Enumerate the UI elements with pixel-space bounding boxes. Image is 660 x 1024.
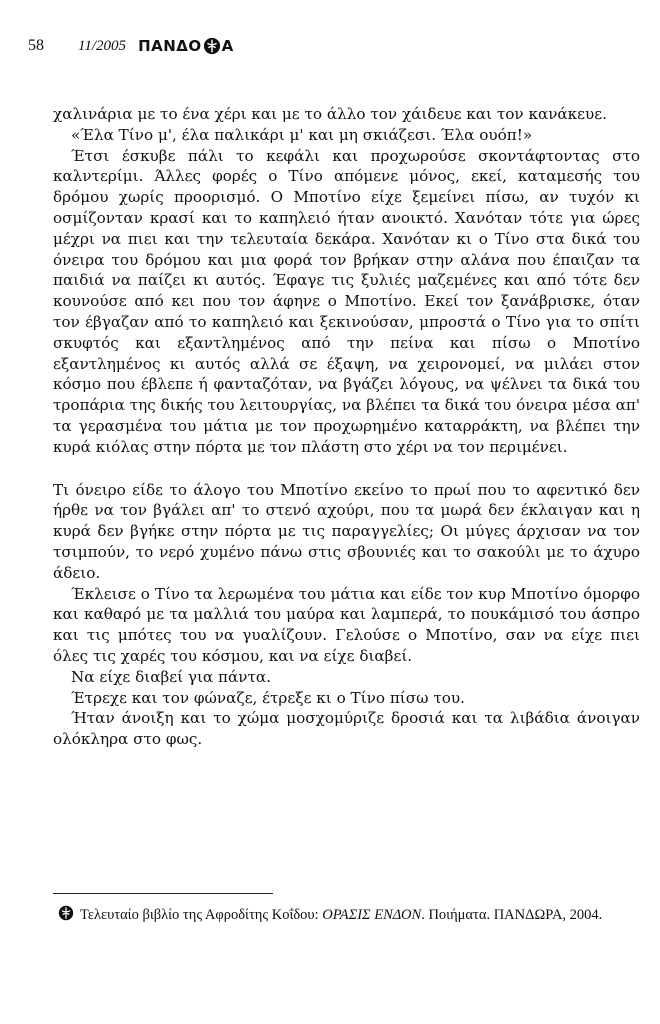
paragraph: «Έλα Τίνο μ', έλα παλικάρι μ' και μη σκιάζεσι. Έλα ουόπ!» [71,125,533,144]
paragraph: Έκλεισε ο Τίνο τα λερωμένα του μάτια και είδε τον κυρ Μποτίνο όμορφο και καθαρό με τα μαλλιά του μαύρα και λαμπερά, το πουκάμισό του άσπρο και τις μπότες του να γυαλίζουν. Γελούσε ο Μποτίνο, σαν να είχε πιει όλες τις χαρές του κόσμου, και να είχε διαβεί. [53,584,640,665]
footnote-book-title: ΟΡΑΣΙΣ ΕΝΔΟΝ [322,907,422,923]
paragraph: Να είχε διαβεί για πάντα. [71,667,271,686]
paragraph: Έτσι έσκυβε πάλι το κεφάλι και προχωρούσε σκοντάφτοντας στο καλντερίμι. Άλλες φορές ο Τίνο απόμενε μόνος, εκεί, καταμεσής του δρόμου χωρίς προορισμό. Ο Μποτίνο είχε ξεμείνει πίσω, αν τυχόν κι οσμίζονταν κρασί και το καπηλειό ήταν ανοικτό. Χανόταν τότε για ώρες μέχρι να πιει και την τελευταία δεκάρα. Χανόταν κι ο Τίνο στα δικά του όνειρα του δρόμου και μια φορά τον βρήκαν στην αλάνα που έπαιζαν τα παιδιά να παίζει κι αυτός. Έφαγε τις ξυλιές μαζεμένες και από τότε δεν κουνούσε από κει που τον άφηνε ο Μποτίνο. Εκεί τον ξανάβρισκε, όταν τον έβγαζαν από το καπηλειό και ξεκινούσαν, μπροστά ο Τίνο για το σπίτι σκυφτός και εξαντλημένος από την πείνα και πίσω ο Μποτίνο εξαντλημένος κι αυτός αλλά σε έξαψη, να χειρονομεί, να μιλάει στον κόσμο που έβλεπε ή φανταζόταν, να βγάζει λόγους, να ψέλνει τα δικά του τροπάρια της δικής του λειτουργίας, να βλέπει τα δικά του όνειρα μέσα απ' τα γερασμένα του μάτια με τον προχωρημένο καταρράκτη, να βλέπει την κυρά κιόλας στην πόρτα με τον πλάστη στο χέρι να τον περιμένει. [53,146,640,456]
pandora-logo-icon [203,37,221,55]
issue-number: 11/2005 [78,37,127,54]
running-header [28,32,234,60]
footnote-text-after: . Ποιήματα. ΠΑΝΔΩΡΑ, 2004. [421,907,603,923]
journal-name [138,37,234,55]
paragraph: Ήταν άνοιξη και το χώμα μοσχομύριζε δροσιά και τα λιβάδια άνοιγαν ολόκληρα στο φως. [53,709,640,749]
page-number: 58 [28,37,44,54]
footnote-divider [53,893,273,894]
footnote-text-before: Τελευταίο βιβλίο της Αφροδίτης Κοΐδου: [80,907,323,923]
paragraph: Τι όνειρο είδε το άλογο του Μποτίνο εκείνο το πρωί που το αφεντικό δεν ήρθε να τον βγάλει απ' το στενό αχούρι, που τα μωρά δεν έκλαιγαν και η κυρά δεν βγήκε στην πόρτα με τις παραγγελίες; Οι μύγες άρχισαν να τον τσιμπούν, το νερό χυμένο πάνω στις σβουνιές και το σακούλι με το άχυρο άδειο. [53,480,640,582]
footnote [58,905,640,926]
section-break [53,458,640,480]
paragraph: Έτρεχε και τον φώναζε, έτρεξε κι ο Τίνο πίσω του. [71,688,465,707]
paragraph: χαλινάρια με το ένα χέρι και με το άλλο τον χάιδευε και τον κανάκευε. [53,105,607,123]
article-body [53,104,640,750]
journal-name-left: ΠΑΝΔΟ [138,37,202,55]
journal-name-right: Α [221,37,234,55]
pandora-logo-icon [58,905,74,921]
